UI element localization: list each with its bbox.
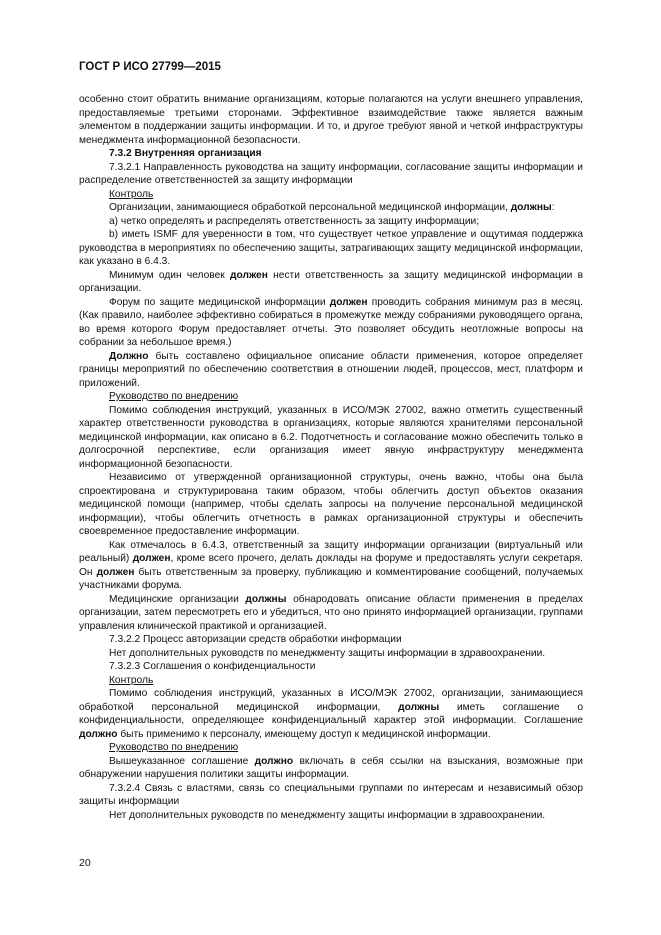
paragraph [79,296,583,350]
paragraph [79,390,583,404]
text-run: 7.3.2.2 Процесс авторизации средств обработки информации [109,634,402,645]
bold-text: должно [254,755,294,767]
text-run: Организации, занимающиеся обработкой персональной медицинской информации, [109,202,511,213]
bold-text: должен [329,296,368,308]
paragraph [79,674,583,688]
paragraph [79,228,583,269]
paragraph [79,647,583,661]
paragraph [79,741,583,755]
bold-text: должен [132,553,171,564]
underlined-heading: Контроль [109,674,154,686]
paragraph [79,687,583,741]
text-run: 7.3.2.4 Связь с властями, связь со специальными группами по интересам и независимый обзор защиты информации [79,782,583,807]
paragraph [79,161,583,188]
document-header: ГОСТ Р ИСО 27799—2015 [79,61,221,73]
paragraph [79,755,583,782]
paragraph [79,660,583,674]
paragraph [79,147,583,161]
text-run: быть ответственным за проверку, публикацию и комментирование сообщений, получаемых участниками форума. [79,566,583,591]
page-number: 20 [79,857,91,869]
paragraph [79,593,583,634]
paragraph [79,782,583,809]
text-run: 7.3.2.3 Соглашения о конфиденциальности [109,661,316,672]
text-run: иметь соглашение о конфиденциальности, определяющее конфиденциальный характер этой информации. Соглашение [79,701,583,726]
text-run: , кроме всего прочего, делать доклады на форуме и предоставлять услуги секретаря. Он [79,553,583,578]
text-run: быть применимо к персоналу, имеющему доступ к медицинской информации. [117,728,491,740]
text-run: b) иметь ISMF для уверенности в том, что существует четкое управление и ощутимая поддержка руководства в мероприятиях по обеспечению защиты, затрагивающих защиту медицинской информации, как указано в 6.4.3. [79,229,583,267]
text-run: Форум по защите медицинской информации [109,296,330,308]
text-run: Независимо от утвержденной организационной структуры, очень важно, чтобы она была спроектирована и структурирована таким образом, чтобы облегчить доступ объектов оказания медицинской помощи (например, чтобы сделать запросы на получение персональной медицинской информации), чтобы облегчить отчетность в рамках организационной структуры и обеспечить своевременное предоставление информации. [79,472,583,537]
bold-text: 7.3.2 Внутренняя организация [109,148,262,159]
paragraph [79,471,583,539]
paragraph [79,93,583,147]
paragraph [79,269,583,296]
text-run: Нет дополнительных руководств по менеджменту защиты информации в здравоохранении. [109,809,546,821]
paragraph [79,633,583,647]
text-run: Помимо соблюдения инструкций, указанных в ИСО/МЭК 27002, важно отметить существенный характер ответственности руководства в организациях, которые являются хранителями персональной медицинской информации, как описано в 6.2. Подотчетность и согласование можно обеспечить только в долгосрочной перспективе, если организация имеет явную инфраструктуру менеджмента информационной безопасности. [79,404,583,470]
text-run: включать в себя ссылки на взыскания, возможные при обнаружении нарушения политики защиты информации. [79,755,584,780]
bold-text: должен [96,566,135,578]
paragraph [79,539,583,593]
text-run: 7.3.2.1 Направленность руководства на защиту информации, согласование защиты информации и распределение ответственностей за защиту информации [79,161,583,186]
bold-text: должны [510,202,552,213]
underlined-heading: Руководство по внедрению [109,391,239,402]
bold-text: должен [230,269,268,281]
paragraph [79,201,583,215]
paragraph [79,215,583,229]
text-run: : [551,202,555,213]
bold-text: должны [398,701,440,713]
text-run: обнародовать описание области применения в пределах организации, затем пересмотреть его и убедиться, что оно принято информацией организации, группами управления клинической практикой и организацией. [79,593,583,632]
text-run: Помимо соблюдения инструкций, указанных в ИСО/МЭК 27002, организации, занимающиеся обработкой персональной медицинской информации, [79,688,583,713]
bold-text: должно [79,728,118,740]
text-run: Медицинские организации [109,593,246,605]
text-run: Как отмечалось в 6.4.3, ответственный за защиту информации организации (виртуальный или реальный) [79,539,583,564]
text-run: Минимум один человек [109,269,231,281]
underlined-heading: Руководство по внедрению [109,742,239,753]
paragraph [79,350,583,391]
text-run: проводить собрания минимум раз в месяц. (Как правило, наиболее эффективно собираться в промежутке между собраниями руководящего органа, во время которого Форум предоставляет отчеты. Это позволяет обсудить неотложные вопросы на собрании за небольшое время.) [79,296,583,348]
text-run: особенно стоит обратить внимание организациям, которые полагаются на услуги внешнего управления, предоставляемые третьими сторонами. Эффективное взаимодействие также является важным элементом в поддержании защиты информации. И то, и другое требуют явной и четкой инфраструктуры менеджмента информационной безопасности. [79,94,583,146]
bold-text: Должно [109,350,149,362]
paragraph [79,809,583,823]
text-run: Вышеуказанное соглашение [109,755,255,767]
bold-text: должны [245,593,287,605]
text-run: а) четко определять и распределять ответственность за защиту информации; [109,215,480,227]
document-body [79,93,583,822]
underlined-heading: Контроль [109,188,154,200]
paragraph [79,188,583,202]
text-run: Нет дополнительных руководств по менеджменту защиты информации в здравоохранении. [109,647,546,659]
text-run: нести ответственность за защиту медицинской информации в организации. [79,269,583,294]
paragraph [79,404,583,472]
text-run: быть составлено официальное описание области применения, которое определяет границы мероприятий по обеспечению соответствия в отношении людей, процессов, мест, платформ и приложений. [79,350,583,389]
